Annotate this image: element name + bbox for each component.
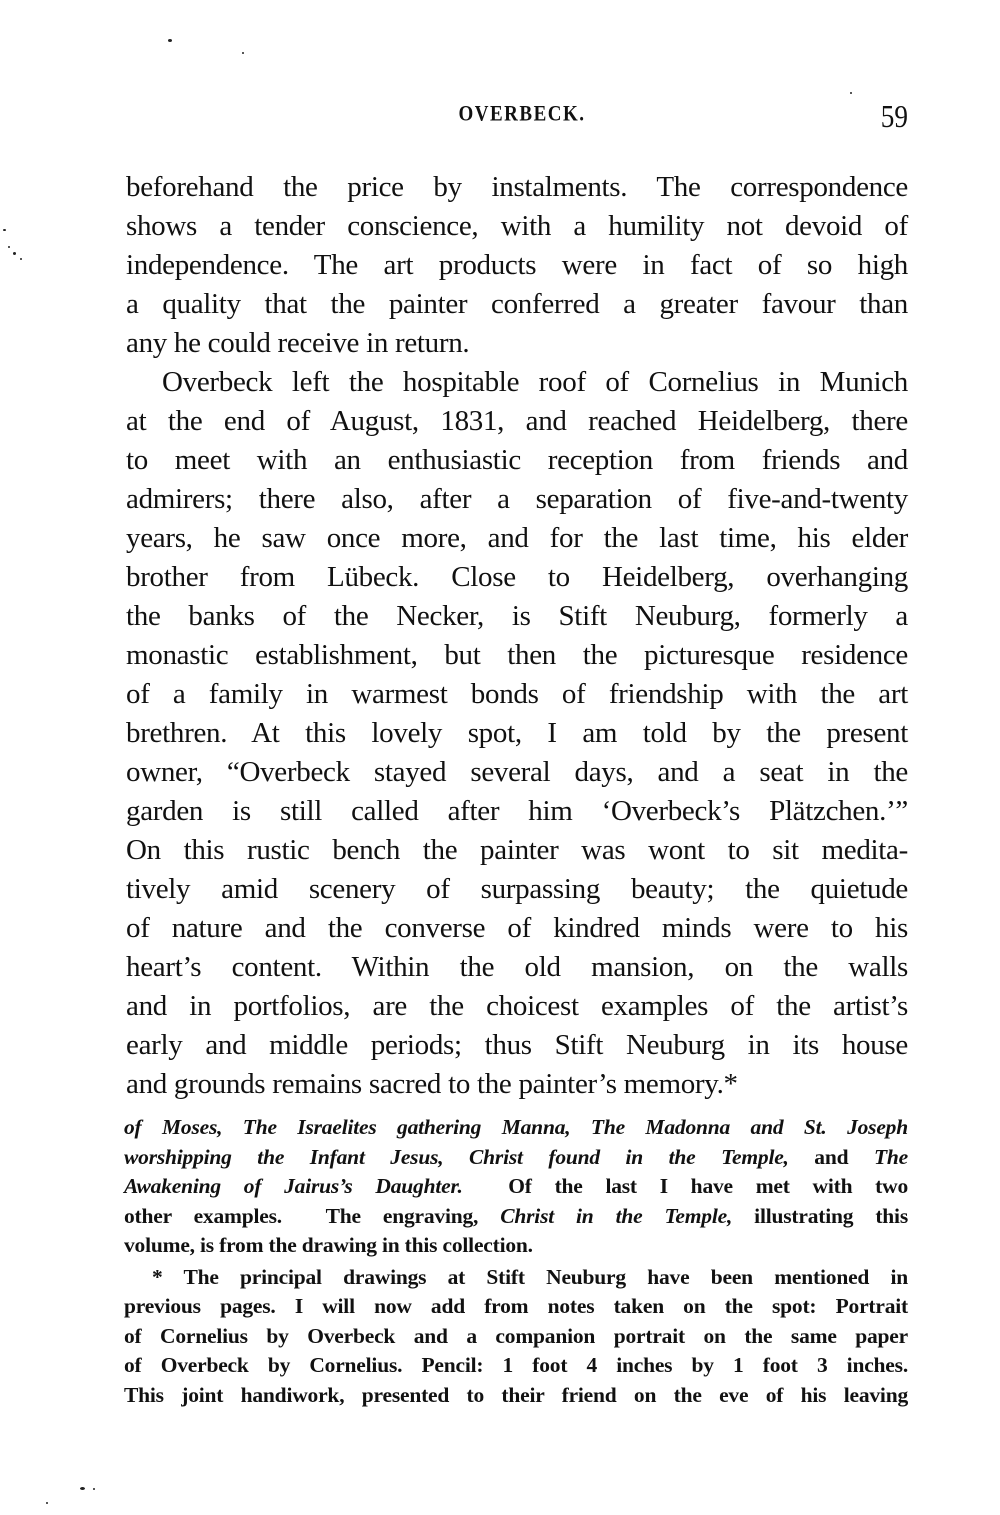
running-head (126, 96, 908, 136)
footnote-line: previous pages. I will now add from notes taken on the spot: Portrait (124, 1294, 908, 1318)
text-line: years, he saw once more, and for the last time, his elder (126, 522, 908, 554)
footnote-line: of Cornelius by Overbeck and a companion portrait on the same paper (124, 1323, 908, 1348)
text-line: heart’s content. Within the old mansion, on the walls (126, 951, 908, 983)
text-line: On this rustic bench the painter was wont to sit medita- (126, 834, 908, 866)
text-line: beforehand the price by instalments. The correspondence (126, 171, 908, 203)
text-line: Overbeck left the hospitable roof of Cornelius in Munich (162, 366, 908, 398)
scan-speck (93, 1488, 95, 1490)
body-text (126, 168, 908, 1104)
text-line: shows a tender conscience, with a humility not devoid of (126, 210, 908, 242)
text-line: owner, “Overbeck stayed several days, and a seat in the (126, 756, 908, 788)
text-line: tively amid scenery of surpassing beauty; the quietude (126, 873, 908, 905)
text-line: garden is still called after him ‘Overbeck’s Plätzchen.’” (126, 795, 908, 827)
text-line: independence. The art products were in fact of so high (126, 249, 908, 281)
text-line: a quality that the painter conferred a greater favour than (126, 288, 908, 320)
scan-speck (850, 92, 852, 94)
footnote-text: illustrating this (732, 1203, 908, 1228)
footnotes (124, 1113, 908, 1410)
footnote-line (124, 1202, 908, 1232)
text-line: brother from Lübeck. Close to Heidelberg, overhanging (126, 561, 908, 593)
footnote-text: and (788, 1144, 874, 1169)
scan-speck (80, 1487, 85, 1490)
text-line: and in portfolios, are the choicest examples of the artist’s (126, 990, 908, 1022)
footnote-continued (124, 1113, 908, 1261)
scan-speck (8, 246, 10, 248)
footnote-line: of Overbeck by Cornelius. Pencil: 1 foot 4 inches by 1 foot 3 inches. (124, 1353, 908, 1377)
text-line: early and middle periods; thus Stift Neuburg in its house (126, 1029, 908, 1061)
footnote-line: * The principal drawings at Stift Neuburg have been mentioned in (152, 1264, 908, 1289)
text-line: of nature and the converse of kindred minds were to his (126, 912, 908, 944)
scan-speck (3, 229, 6, 231)
text-line: to meet with an enthusiastic reception from friends and (126, 444, 908, 476)
text-line: any he could receive in return. (126, 327, 470, 359)
scan-speck (46, 1502, 48, 1504)
text-line: at the end of August, 1831, and reached Heidelberg, there (126, 405, 908, 437)
scan-speck (168, 39, 172, 42)
footnote-line (124, 1113, 908, 1143)
scan-speck (242, 52, 244, 54)
italic-titles: The (873, 1144, 908, 1169)
running-title: OVERBECK. (458, 102, 586, 127)
paragraph (126, 168, 908, 363)
text-line: and grounds remains sacred to the painter’s memory.* (126, 1068, 738, 1100)
footnote-line (124, 1231, 908, 1261)
text-line: admirers; there also, after a separation of five-and-twenty (126, 483, 908, 515)
italic-titles: of Moses, The Israelites gathering Manna, The Madonna and St. Joseph (124, 1115, 908, 1139)
italic-titles: worshipping the Infant Jesus, Christ found in the Temple, (124, 1144, 789, 1169)
text-line: the banks of the Necker, is Stift Neuburg, formerly a (126, 600, 908, 632)
footnote-text: Of the last I have met with two (462, 1174, 908, 1198)
footnote-text: other examples. The engraving, (124, 1203, 501, 1228)
paragraph (126, 363, 908, 1104)
scan-speck (13, 252, 16, 255)
text-line: brethren. At this lovely spot, I am told by the present (126, 717, 908, 749)
page-number: 59 (880, 98, 908, 134)
footnote-line (124, 1143, 908, 1173)
italic-titles: Christ in the Temple, (500, 1203, 733, 1228)
footnote-text: volume, is from the drawing in this collection. (124, 1233, 533, 1257)
text-line: of a family in warmest bonds of friendship with the art (126, 678, 908, 710)
footnote-line: This joint handiwork, presented to their friend on the eve of his leaving (124, 1382, 908, 1407)
text-line: monastic establishment, but then the picturesque residence (126, 639, 908, 671)
footnote-asterisk (124, 1263, 908, 1411)
scan-speck (20, 258, 22, 260)
footnote-line (124, 1172, 908, 1202)
italic-titles: Awakening of Jairus’s Daughter. (124, 1174, 463, 1198)
